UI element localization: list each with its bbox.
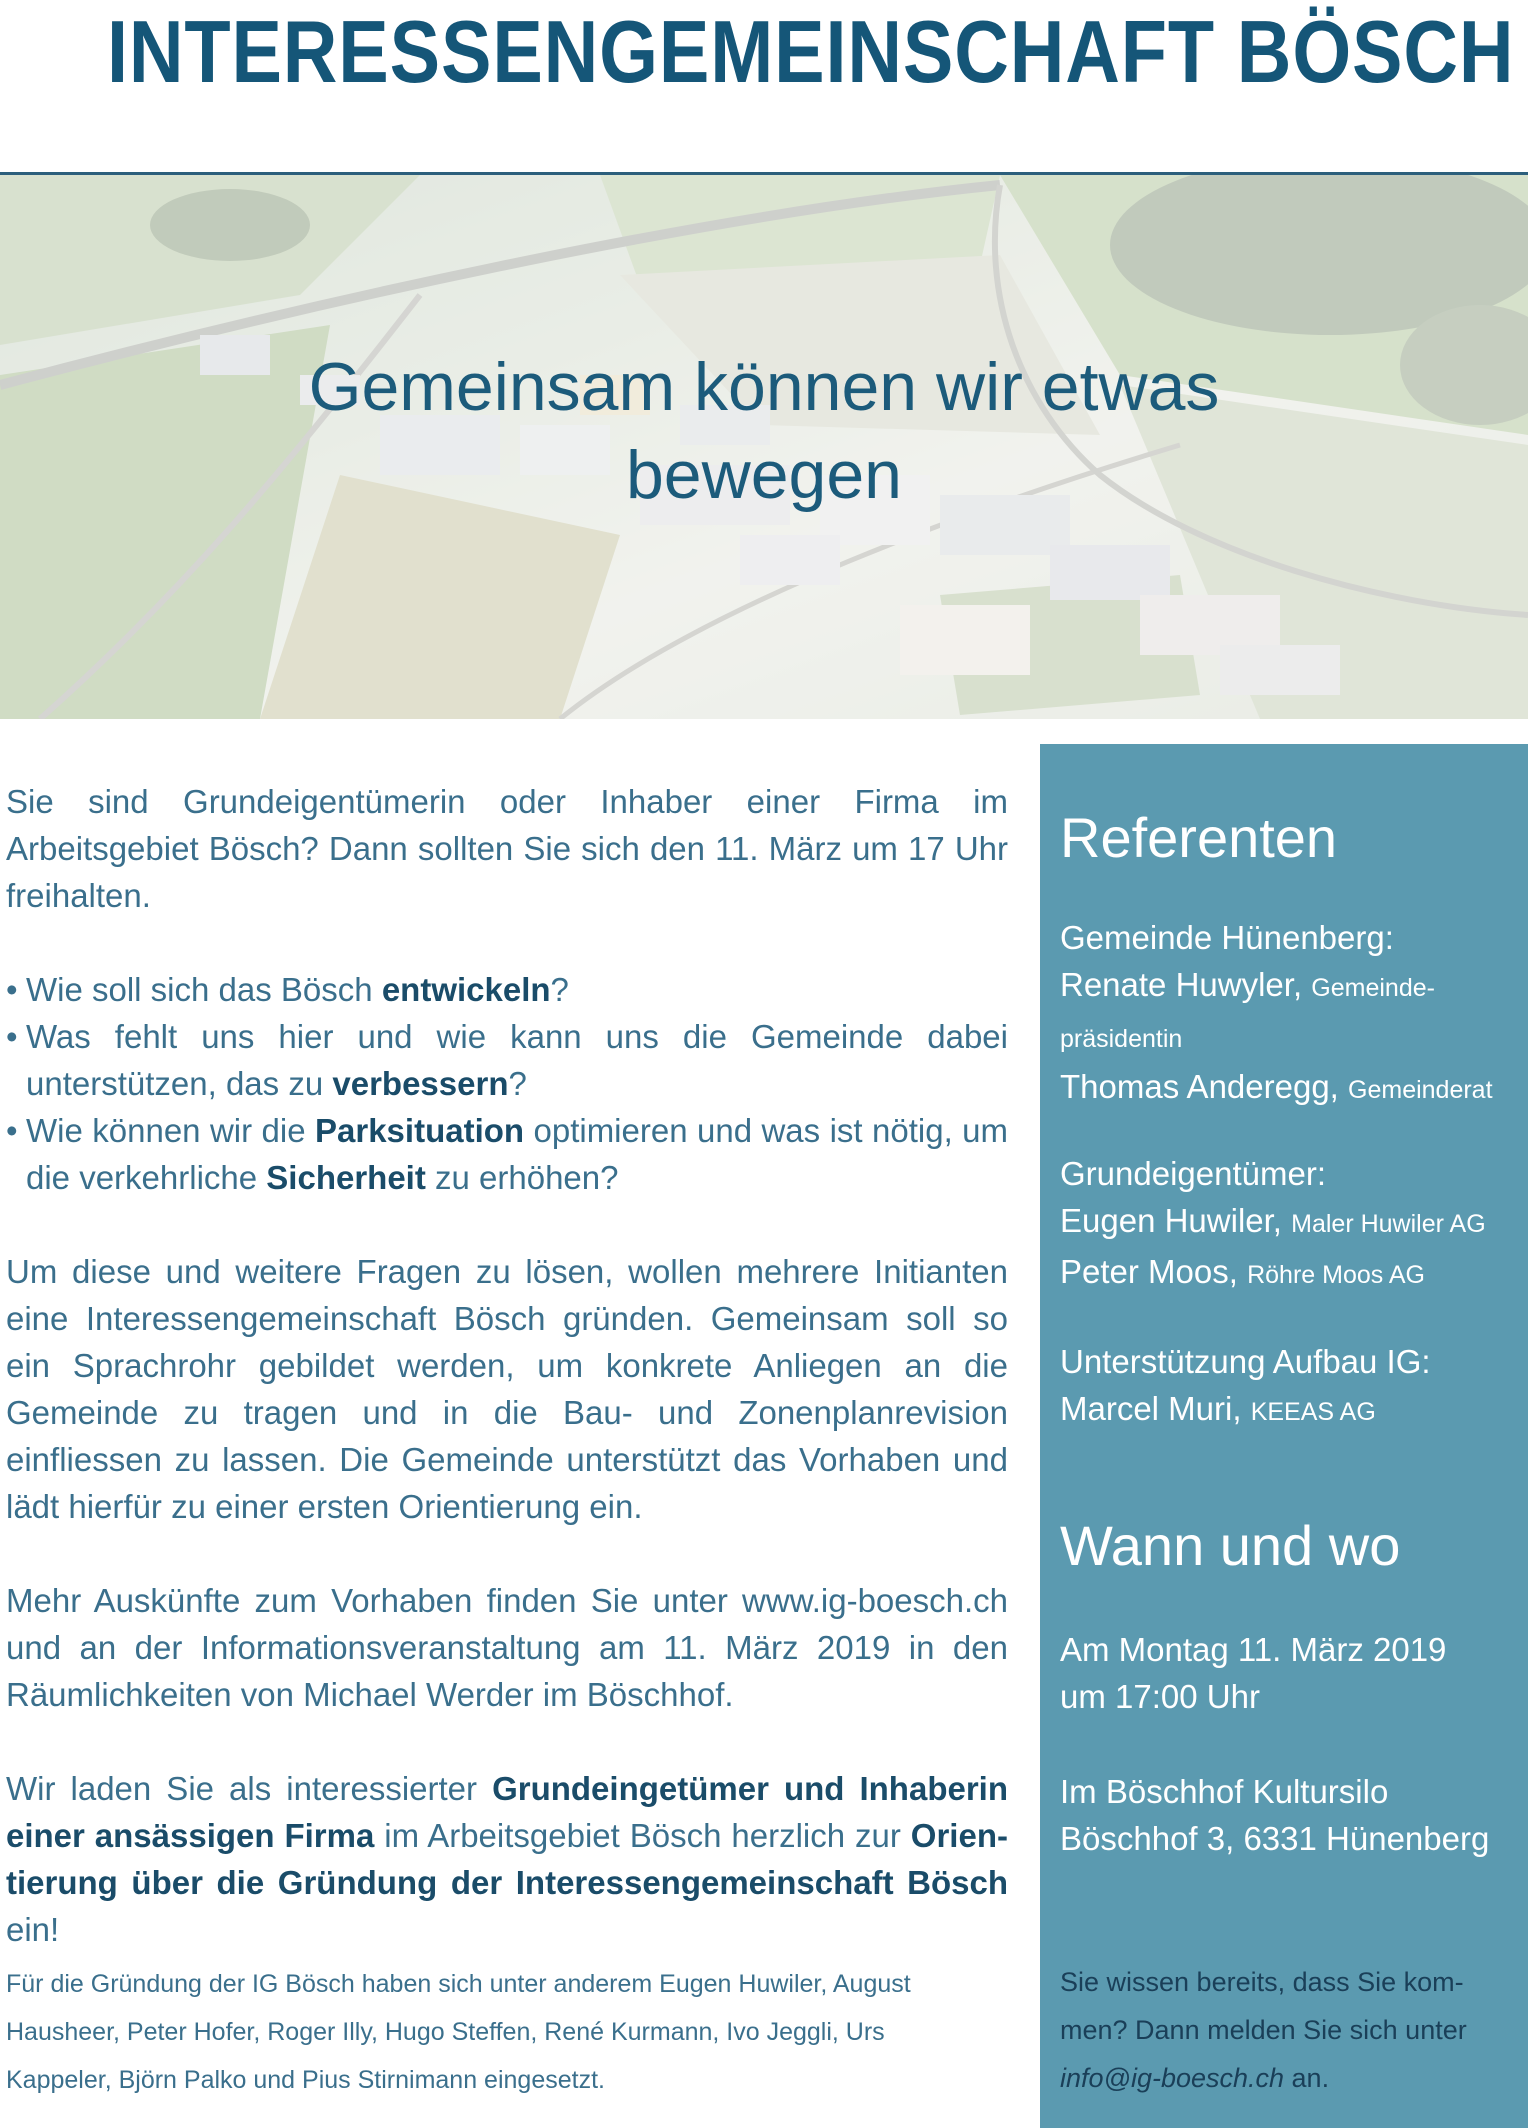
event-datetime bbox=[1060, 1626, 1518, 1720]
hero-tagline bbox=[0, 343, 1528, 519]
question-list bbox=[6, 966, 1008, 1201]
speaker: Eugen Huwiler, Maler Huwiler AG bbox=[1060, 1202, 1486, 1239]
hero-tagline-line2: bewegen bbox=[625, 437, 903, 513]
speaker-group-gemeinde bbox=[1060, 914, 1518, 1114]
group-label: Grundeigentümer: bbox=[1060, 1155, 1326, 1192]
referenten-heading: Referenten bbox=[1060, 806, 1338, 869]
venue-name: Im Böschhof Kultursilo bbox=[1060, 1773, 1389, 1810]
info-paragraph: Mehr Auskünfte zum Vorhaben finden Sie unter www.ig-boesch.ch und an der Informationsveranstaltung am 11. März 2019 in den Räumlichkeiten von Michael Werder im Böschhof. bbox=[6, 1582, 1008, 1713]
registration-note: Sie wissen bereits, dass Sie kommen? Dann melden Sie sich unter info@ig-boesch.ch an. bbox=[1060, 1967, 1467, 2093]
event-date: Am Montag 11. März 2019 bbox=[1060, 1631, 1447, 1668]
page-title: INTERESSENGEMEINSCHAFT BÖSCH bbox=[106, 2, 1515, 101]
when-where-heading: Wann und wo bbox=[1060, 1514, 1401, 1577]
speaker-group-owners bbox=[1060, 1150, 1518, 1299]
email-link[interactable]: info@ig-boesch.ch bbox=[1060, 2063, 1285, 2093]
founders-note: Für die Gründung der IG Bösch haben sich unter anderem Eugen Huwiler, August Hausheer, Peter Hofer, Roger Illy, Hugo Steffen, René Kurmann, Ivo Jeggli, Urs Kappeler, Björn Palko und Pius Stirnimann eingesetzt. bbox=[6, 1970, 911, 2094]
invitation-paragraph: Wir laden Sie als interessierter Grundeingetümer und Inhaberin einer ansässigen Firma im Arbeitsgebiet Bösch herzlich zur Orientierung über die Gründung der Interessengemeinschaft Bösch ein! bbox=[6, 1770, 1009, 1948]
event-time: um 17:00 Uhr bbox=[1060, 1678, 1260, 1715]
speaker-group-support bbox=[1060, 1338, 1518, 1436]
speaker: Thomas Anderegg, Gemeinderat bbox=[1060, 1068, 1493, 1105]
speaker: Marcel Muri, KEEAS AG bbox=[1060, 1390, 1376, 1427]
group-label: Unterstützung Aufbau IG: bbox=[1060, 1343, 1431, 1380]
speaker: Renate Huwyler, Gemeindepräsidentin bbox=[1060, 966, 1435, 1053]
list-item: • Was fehlt uns hier und wie kann uns die Gemeinde dabei unterstützen, das zu verbessern? bbox=[6, 1013, 1008, 1107]
event-location bbox=[1060, 1768, 1518, 1862]
venue-address: Böschhof 3, 6331 Hünenberg bbox=[1060, 1820, 1490, 1857]
list-item: • Wie soll sich das Bösch entwickeln? bbox=[6, 966, 1008, 1013]
speaker: Peter Moos, Röhre Moos AG bbox=[1060, 1253, 1425, 1290]
info-sidebar bbox=[1040, 744, 1528, 2128]
hero-tagline-line1: Gemeinsam können wir etwas bbox=[308, 349, 1220, 425]
group-label: Gemeinde Hünenberg: bbox=[1060, 919, 1394, 956]
main-text bbox=[6, 778, 1008, 2000]
intro-paragraph: Sie sind Grundeigentümerin oder Inhaber einer Firma im Arbeitsgebiet Bösch? Dann sollten Sie sich den 11. März um 17 Uhr freihalten. bbox=[6, 783, 1008, 914]
purpose-paragraph: Um diese und weitere Fragen zu lösen, wollen mehrere Initianten eine Interessengemeinschaft Bösch gründen. Gemeinsam soll so ein Sprachrohr gebildet werden, um konkrete Anliegen an die Gemeinde zu tragen und in die Bau- und Zonenplanrevision einfliessen zu lassen. Die Gemeinde unterstützt das Vorhaben und lädt hierfür zu einer ersten Orientierung ein. bbox=[6, 1253, 1008, 1525]
hero-aerial-image bbox=[0, 175, 1528, 719]
list-item: • Wie können wir die Parksituation optimieren und was ist nötig, um die verkehrliche Sicherheit zu erhöhen? bbox=[6, 1107, 1008, 1201]
